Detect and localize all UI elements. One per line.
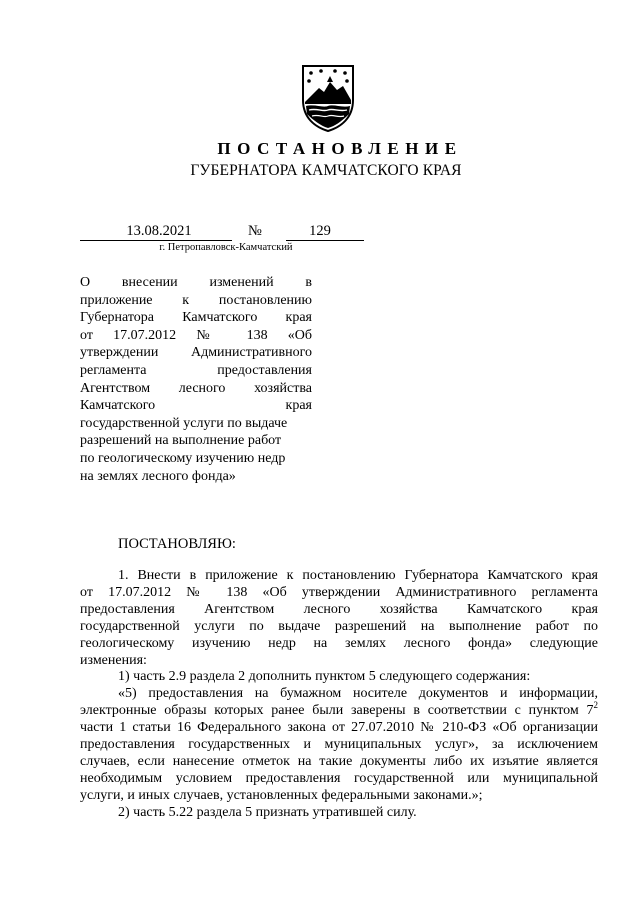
subject-line: по геологическому изучению недр	[80, 450, 286, 466]
body-line: услуги, и иных случаев, установленных федеральными законами.»;	[80, 787, 483, 803]
body-line-with-footnote	[80, 700, 598, 720]
body-line: предоставления Агентством лесного хозяйства Камчатского края	[80, 601, 598, 617]
body-line: геологическому изучению недр на землях лесного фонда» следующие	[80, 635, 598, 651]
document-subtitle: ГУБЕРНАТОРА КАМЧАТСКОГО КРАЯ	[190, 162, 462, 179]
subject-line: разрешений на выполнение работ	[80, 433, 282, 449]
body-line: изменения:	[80, 652, 147, 668]
document-number: 129	[286, 222, 364, 241]
subject-line: приложение к постановлению	[80, 292, 312, 308]
subject-line: О внесении изменений в	[80, 275, 312, 290]
body-line: необходимым условием предоставления государственной или муниципальной	[80, 770, 598, 786]
subject-line: от 17.07.2012 № 138 «Об	[80, 327, 312, 343]
subject-line: государственной услуги по выдаче	[80, 415, 288, 431]
body-line-text: электронные образы которых ранее были заверены в соответствии с пунктом 7	[80, 703, 594, 719]
subject-line: утверждении Административного	[80, 345, 312, 361]
body-line: от 17.07.2012 № 138 «Об утверждении Административного регламента	[80, 584, 598, 600]
subject-line: регламента предоставления	[80, 362, 312, 378]
body-line: 2) часть 5.22 раздела 5 признать утратившей силу.	[118, 804, 417, 820]
decree-word: ПОСТАНОВЛЯЮ:	[118, 536, 236, 552]
subject-line: на землях лесного фонда»	[80, 468, 236, 484]
document-body	[80, 568, 598, 822]
document-date: 13.08.2021	[80, 222, 232, 241]
document-title: ПОСТАНОВЛЕНИЕ	[217, 139, 463, 158]
registration-line	[80, 222, 364, 242]
number-sign: №	[248, 223, 262, 239]
document-subject	[80, 274, 312, 485]
subject-line: Камчатского края	[80, 398, 312, 414]
body-line: 1. Внести в приложение к постановлению Губернатора Камчатского края	[118, 568, 598, 583]
document-city: г. Петропавловск-Камчатский	[159, 242, 293, 253]
subject-line: Губернатора Камчатского края	[80, 310, 312, 326]
subject-line: Агентством лесного хозяйства	[80, 380, 312, 396]
body-line: части 1 статьи 16 Федерального закона от 27.07.2010 № 210-ФЗ «Об организации	[80, 720, 598, 736]
body-line: государственной услуги по выдаче разрешений на выполнение работ по	[80, 618, 598, 634]
footnote-superscript: 2	[593, 700, 598, 711]
kamchatka-coat-of-arms-icon	[297, 64, 359, 132]
body-line: случаев, если нанесение отметок на такие документы либо их изъятие является	[80, 753, 598, 769]
body-line: 1) часть 2.9 раздела 2 дополнить пунктом 5 следующего содержания:	[118, 669, 531, 685]
body-line: предоставления государственных и муниципальных услуг», за исключением	[80, 737, 598, 753]
body-line: «5) предоставления на бумажном носителе документов и информации,	[118, 686, 598, 702]
